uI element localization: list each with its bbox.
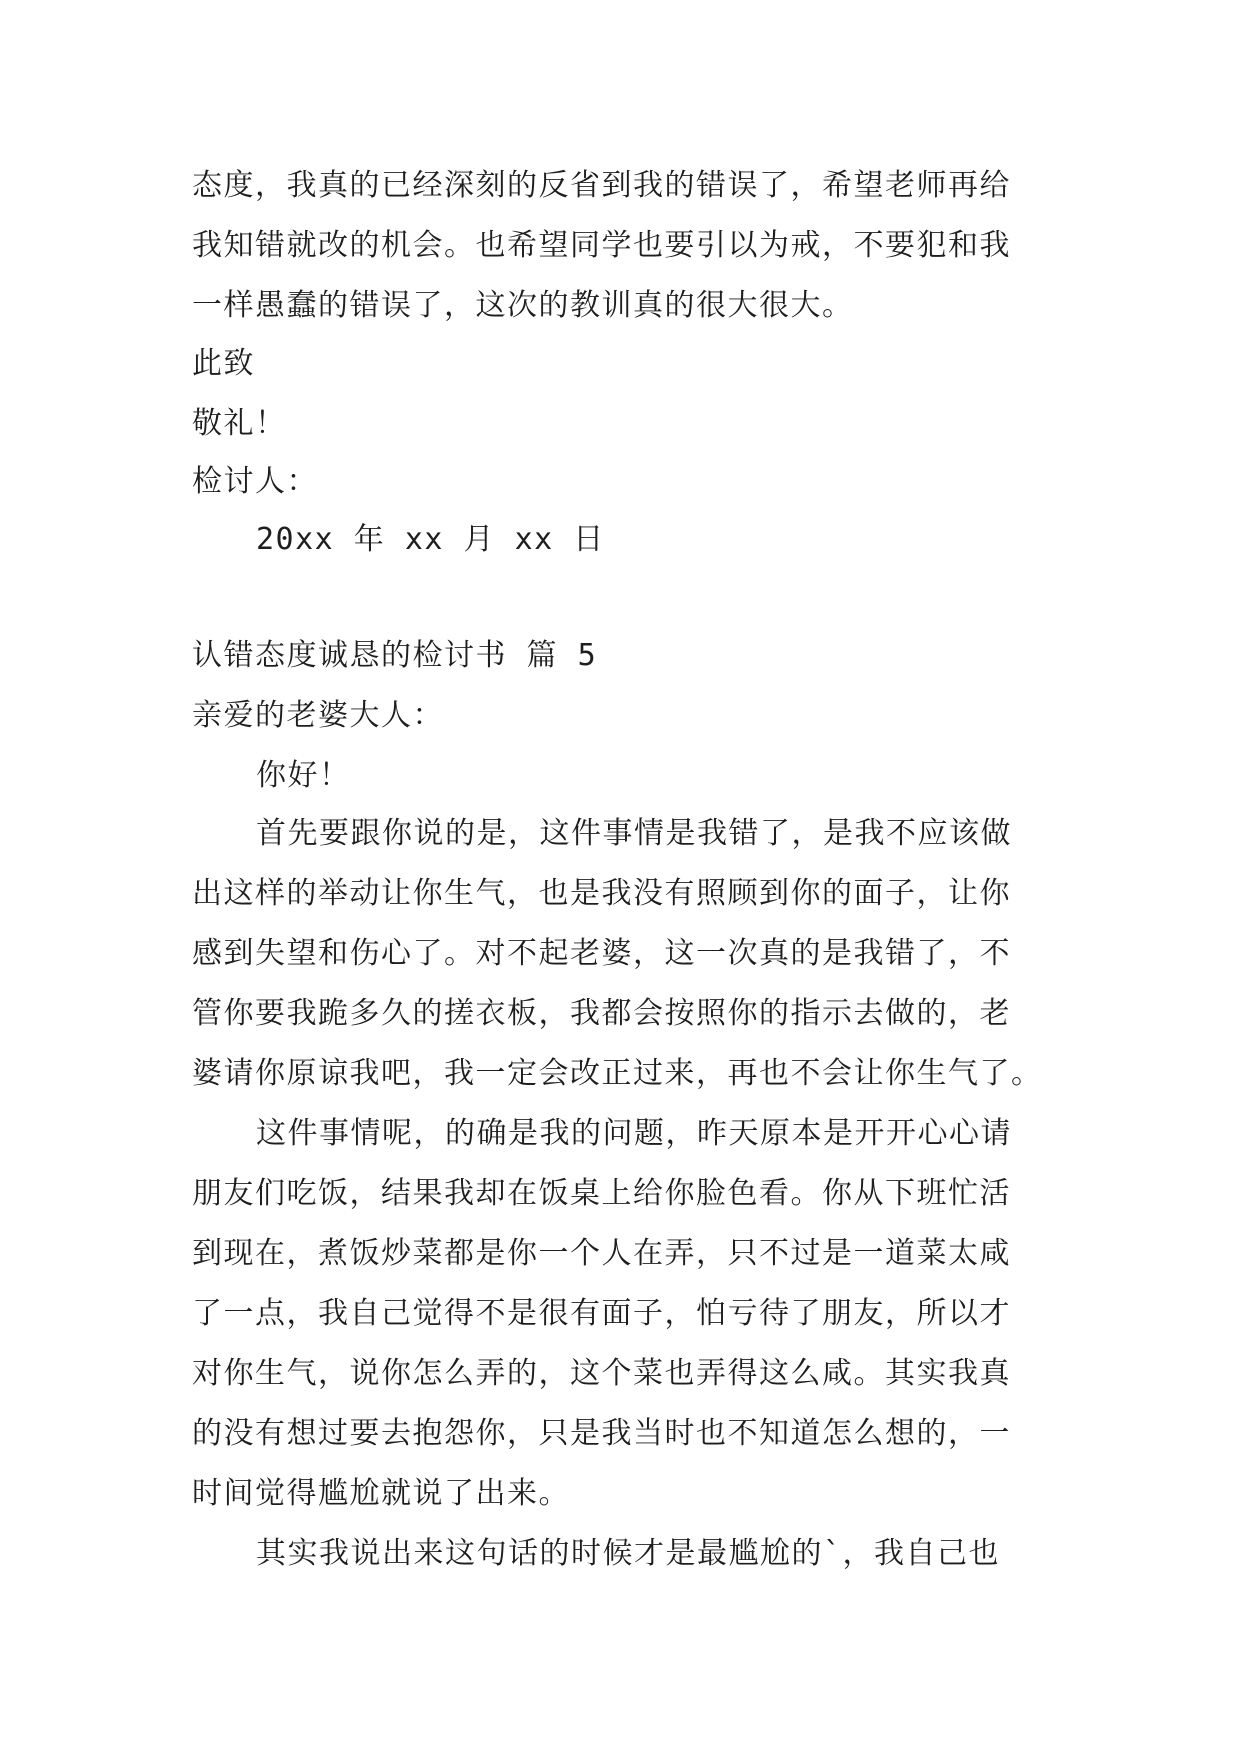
text-line: 态度，我真的已经深刻的反省到我的错误了，希望老师再给 <box>192 168 1011 203</box>
text-line: 婆请你原谅我吧，我一定会改正过来，再也不会让你生气了。 <box>192 1056 1043 1091</box>
signature-label: 检讨人： <box>192 464 318 499</box>
text-line: 首先要跟你说的是，这件事情是我错了，是我不应该做 <box>256 816 1012 851</box>
text-line: 一样愚蠢的错误了，这次的教训真的很大很大。 <box>192 288 854 323</box>
text-line: 朋友们吃饭，结果我却在饭桌上给你脸色看。你从下班忙活 <box>192 1176 1011 1211</box>
text-line: 其实我说出来这句话的时候才是最尴尬的`，我自己也 <box>256 1536 1001 1571</box>
text-line: 我知错就改的机会。也希望同学也要引以为戒，不要犯和我 <box>192 228 1011 263</box>
text-line: 对你生气，说你怎么弄的，这个菜也弄得这么咸。其实我真 <box>192 1356 1011 1391</box>
text-line: 到现在，煮饭炒菜都是你一个人在弄，只不过是一道菜太咸 <box>192 1236 1011 1271</box>
section-heading: 认错态度诚恳的检讨书 篇 5 <box>192 638 598 673</box>
closing-regards: 敬礼！ <box>192 406 287 441</box>
text-line: 的没有想过要去抱怨你，只是我当时也不知道怎么想的，一 <box>192 1416 1011 1451</box>
text-line: 时间觉得尴尬就说了出来。 <box>192 1476 570 1511</box>
text-line: 这件事情呢，的确是我的问题，昨天原本是开开心心请 <box>256 1116 1012 1151</box>
closing-salutation: 此致 <box>192 346 255 381</box>
greeting-line: 亲爱的老婆大人： <box>192 698 444 733</box>
text-line: 管你要我跪多久的搓衣板，我都会按照你的指示去做的，老 <box>192 996 1011 1031</box>
text-line: 了一点，我自己觉得不是很有面子，怕亏待了朋友，所以才 <box>192 1296 1011 1331</box>
text-line: 出这样的举动让你生气，也是我没有照顾到你的面子，让你 <box>192 876 1011 911</box>
text-line: 感到失望和伤心了。对不起老婆，这一次真的是我错了，不 <box>192 936 1011 971</box>
hello-line: 你好！ <box>256 758 351 793</box>
date-line: 20xx 年 xx 月 xx 日 <box>256 522 605 557</box>
